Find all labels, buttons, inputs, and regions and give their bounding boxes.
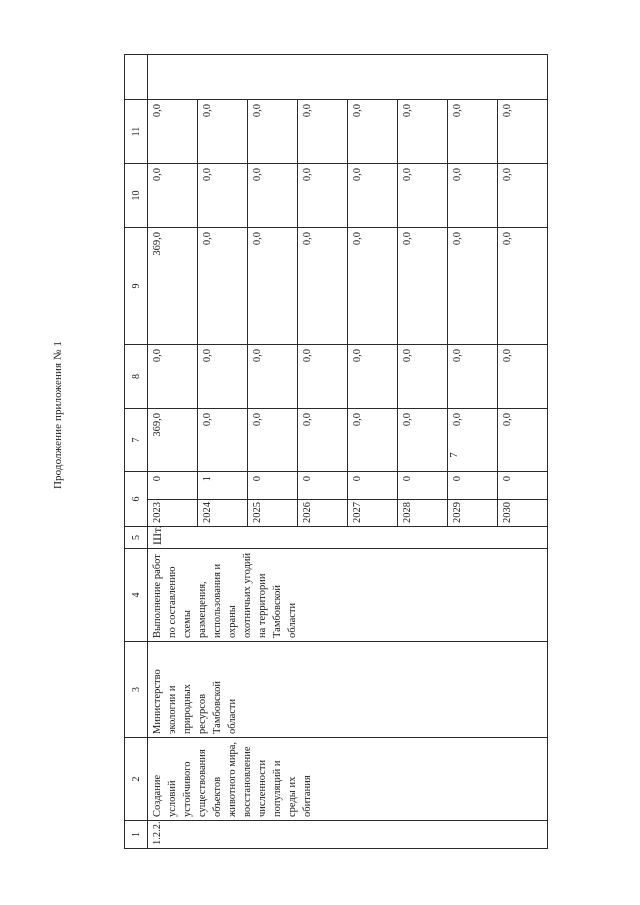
item-indicator: Выполнение работ по составлению схемы размещения, использования и охраны охотничьих угодий на территории Тамбовской области: [148, 549, 548, 642]
col9-cell: 0,0: [298, 228, 348, 345]
indicator-value-cell: 0: [448, 472, 498, 500]
col9-cell: 0,0: [398, 228, 448, 345]
header-col-8: 8: [125, 345, 148, 409]
col9-cell: 0,0: [498, 228, 548, 345]
col7-cell: 0,0: [448, 409, 498, 472]
col11-cell: 0,0: [298, 100, 348, 164]
annex-table: [124, 54, 548, 849]
header-col-4: 4: [125, 549, 148, 642]
indicator-value-cell: 0: [148, 472, 198, 500]
header-col-10: 10: [125, 164, 148, 228]
header-spacer: [125, 55, 148, 100]
continuation-title: Продолжение приложения № 1: [52, 340, 64, 490]
header-col-5: 5: [125, 527, 148, 549]
header-col-9: 9: [125, 228, 148, 345]
col10-cell: 0,0: [498, 164, 548, 228]
indicator-value-cell: 0: [248, 472, 298, 500]
item-number: 1.2.2.: [148, 821, 548, 849]
col9-cell: 0,0: [198, 228, 248, 345]
col10-cell: 0,0: [248, 164, 298, 228]
item-responsible: Министерство экологии и природных ресурсов Тамбовской области: [148, 642, 548, 738]
indicator-value-cell: 0: [298, 472, 348, 500]
col11-cell: 0,0: [198, 100, 248, 164]
col9-cell: 369,0: [148, 228, 198, 345]
col8-cell: 0,0: [498, 345, 548, 409]
col7-cell: 369,0: [148, 409, 198, 472]
year-cell: 2028: [398, 500, 448, 527]
col7-cell: 0,0: [498, 409, 548, 472]
col11-cell: 0,0: [448, 100, 498, 164]
col8-cell: 0,0: [248, 345, 298, 409]
header-col-2: 2: [125, 738, 148, 821]
indicator-value-cell: 0: [348, 472, 398, 500]
item-unit: Шт.: [148, 527, 548, 549]
year-cell: 2025: [248, 500, 298, 527]
col7-cell: 0,0: [398, 409, 448, 472]
blank-cell: [148, 55, 548, 100]
header-row: [125, 55, 148, 849]
year-cell: 2029: [448, 500, 498, 527]
col7-cell: 0,0: [248, 409, 298, 472]
col8-cell: 0,0: [148, 345, 198, 409]
col11-cell: 0,0: [398, 100, 448, 164]
item-name: Создание условий устойчивого существования объектов животного мира, восстановление численности популяций и среды их обитания: [148, 738, 548, 821]
col10-cell: 0,0: [198, 164, 248, 228]
col10-cell: 0,0: [398, 164, 448, 228]
col8-cell: 0,0: [298, 345, 348, 409]
col8-cell: 0,0: [348, 345, 398, 409]
table-row: [148, 55, 198, 849]
col7-cell: 0,0: [298, 409, 348, 472]
year-cell: 2030: [498, 500, 548, 527]
col10-cell: 0,0: [148, 164, 198, 228]
col7-cell: 0,0: [348, 409, 398, 472]
header-col-1: 1: [125, 821, 148, 849]
col9-cell: 0,0: [348, 228, 398, 345]
year-cell: 2027: [348, 500, 398, 527]
indicator-value-cell: 0: [498, 472, 548, 500]
col8-cell: 0,0: [198, 345, 248, 409]
year-cell: 2023: [148, 500, 198, 527]
year-cell: 2026: [298, 500, 348, 527]
col11-cell: 0,0: [248, 100, 298, 164]
indicator-value-cell: 1: [198, 472, 248, 500]
col7-cell: 0,0: [198, 409, 248, 472]
col11-cell: 0,0: [348, 100, 398, 164]
header-col-3: 3: [125, 642, 148, 738]
col10-cell: 0,0: [298, 164, 348, 228]
col10-cell: 0,0: [348, 164, 398, 228]
col8-cell: 0,0: [398, 345, 448, 409]
header-col-6: 6: [125, 472, 148, 527]
indicator-value-cell: 0: [398, 472, 448, 500]
col11-cell: 0,0: [498, 100, 548, 164]
col10-cell: 0,0: [448, 164, 498, 228]
year-cell: 2024: [198, 500, 248, 527]
col8-cell: 0,0: [448, 345, 498, 409]
col9-cell: 0,0: [448, 228, 498, 345]
col11-cell: 0,0: [148, 100, 198, 164]
page-number: 7: [448, 452, 460, 458]
col9-cell: 0,0: [248, 228, 298, 345]
header-col-7: 7: [125, 409, 148, 472]
header-col-11: 11: [125, 100, 148, 164]
